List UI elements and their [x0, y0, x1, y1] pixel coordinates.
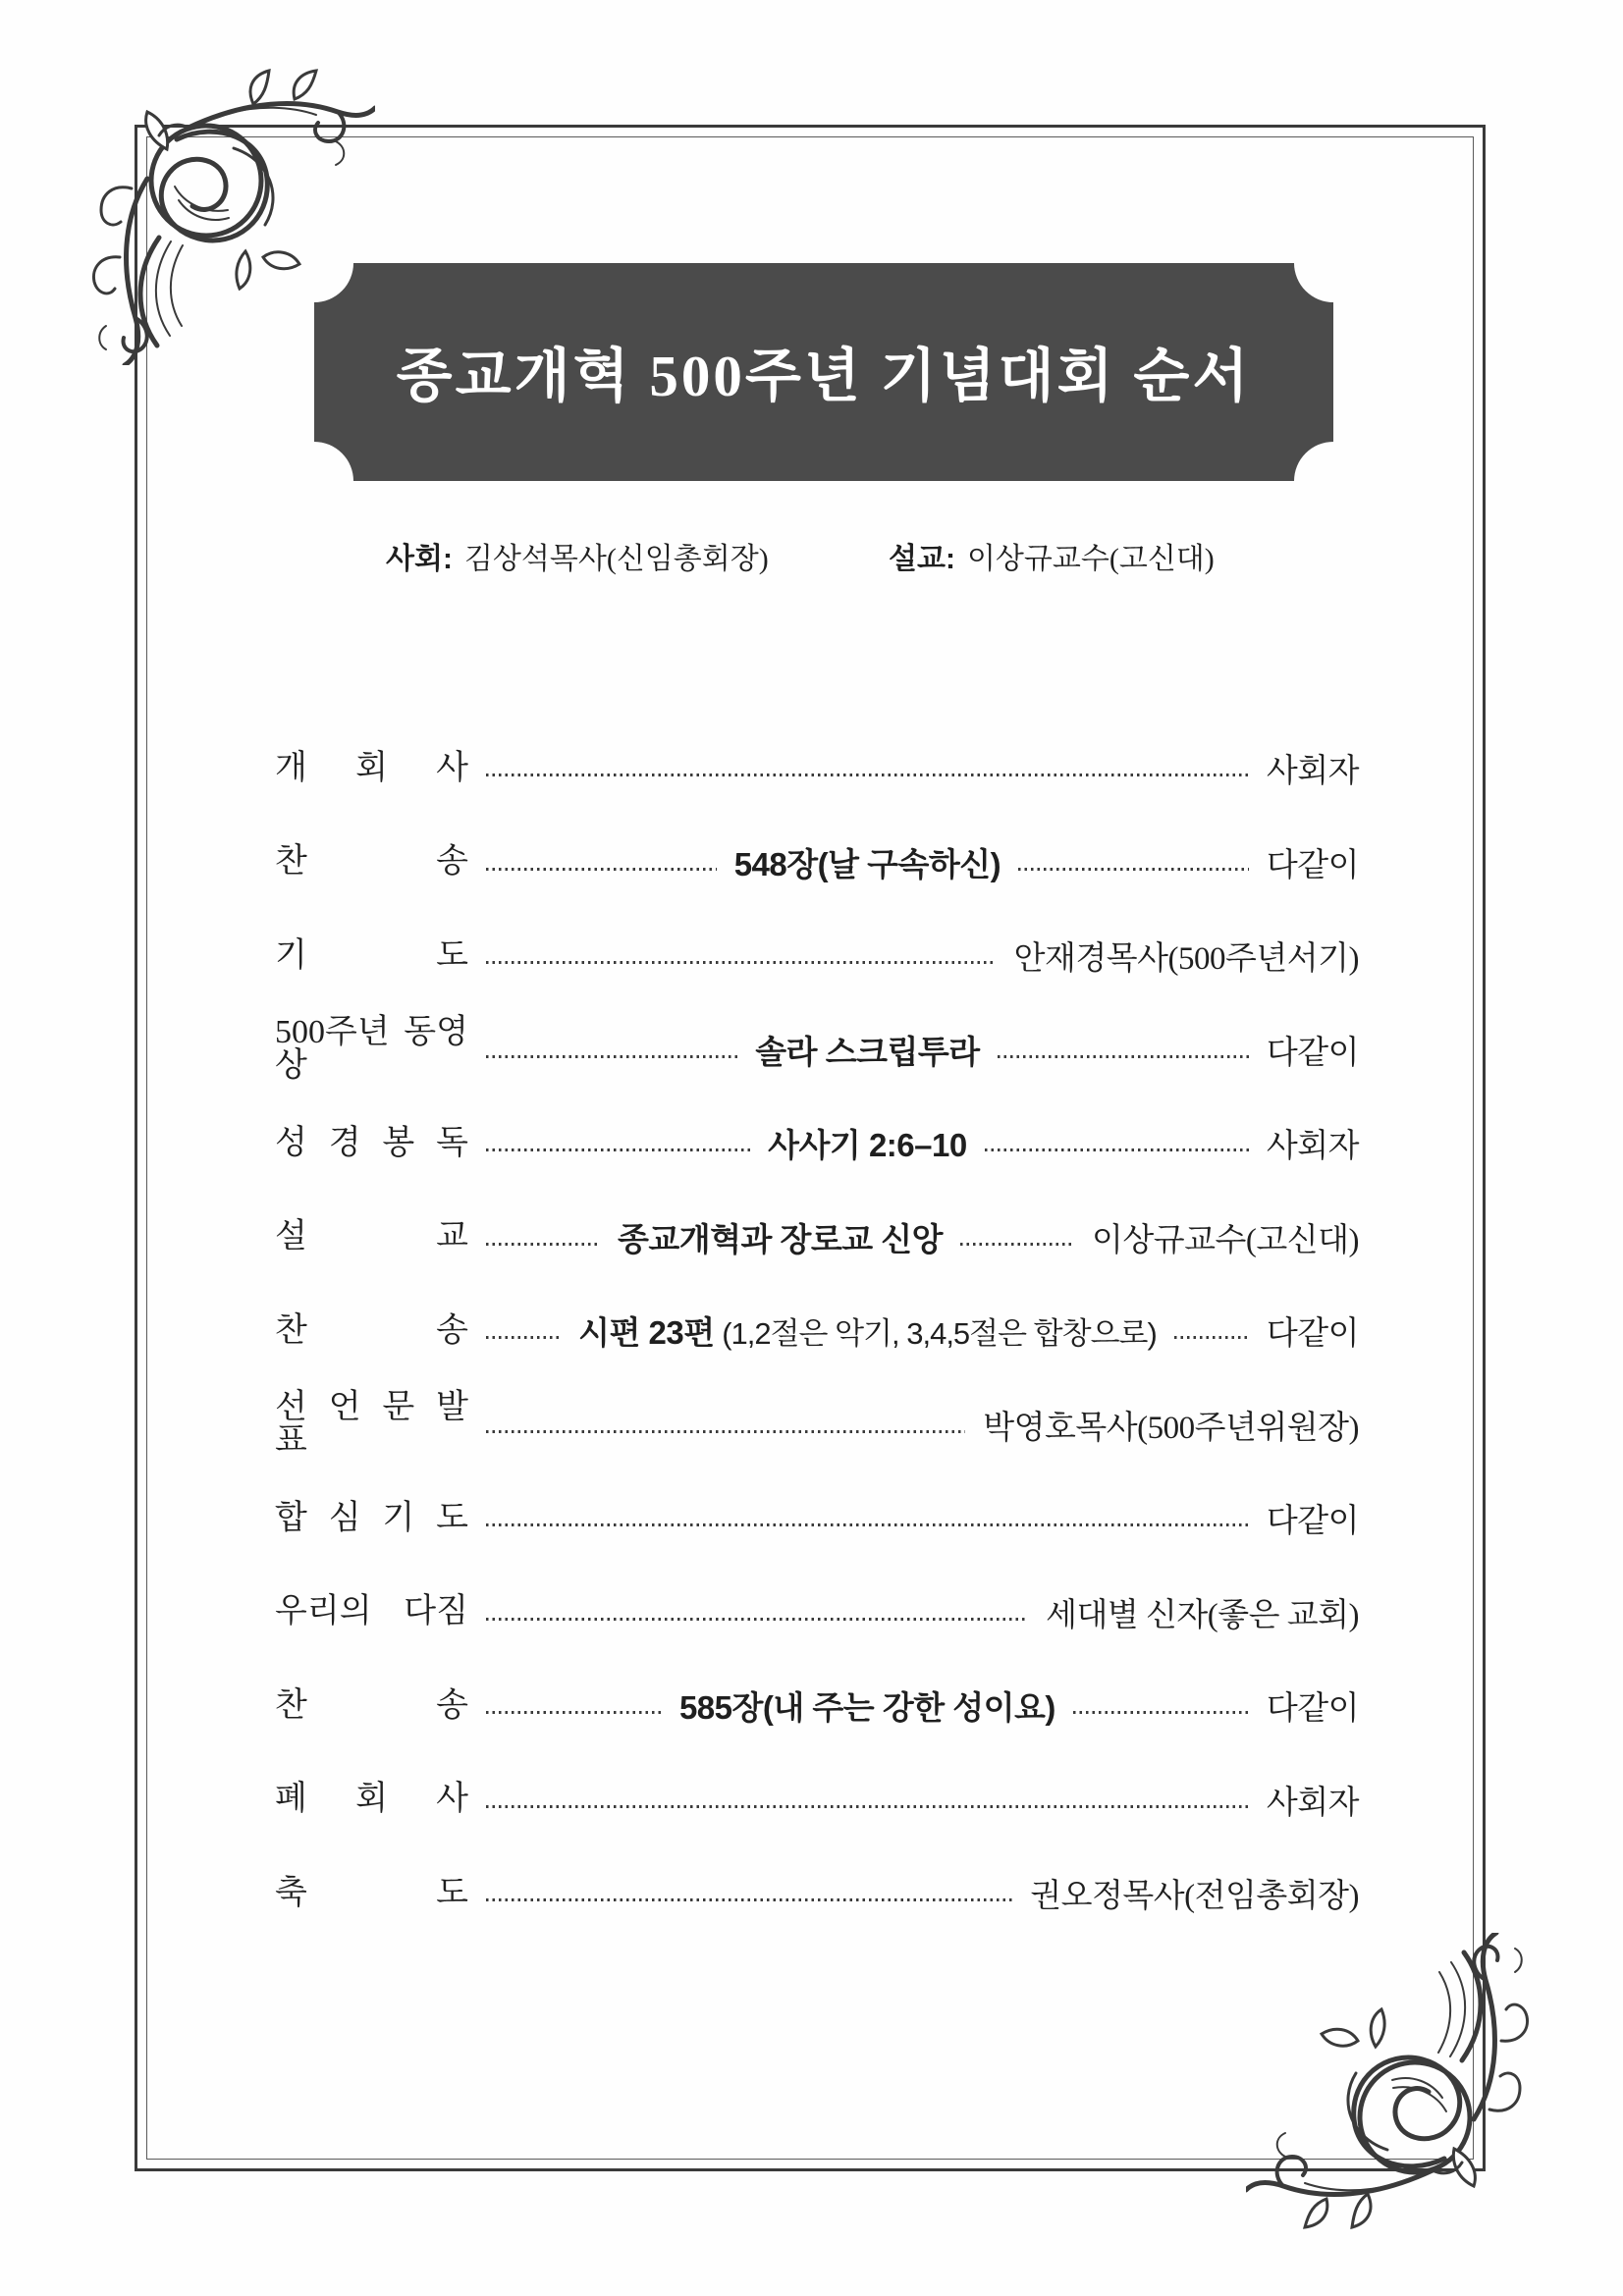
program-item-performer: 세대별 신자(좋은 교회) — [1046, 1597, 1359, 1633]
program-item-label: 우리의 다짐 — [275, 1593, 468, 1630]
program-item-performer: 박영호목사(500주년위원장) — [983, 1410, 1359, 1446]
program-row — [275, 816, 1359, 910]
program-item-content — [768, 1120, 967, 1166]
program-row — [275, 721, 1359, 816]
program-item-label: 축 도 — [275, 1874, 468, 1911]
program-item-content — [578, 1308, 1157, 1354]
leader-dots — [486, 1898, 1012, 1901]
program-item-content-main: 사사기 2:6–10 — [768, 1127, 967, 1164]
program-item-performer: 다같이 — [1266, 847, 1359, 883]
program-row — [275, 1753, 1359, 1847]
program-row — [275, 1191, 1359, 1285]
program-item-content-note: (1,2절은 악기, 3,4,5절은 합창으로) — [714, 1316, 1157, 1352]
leader-dots — [486, 1711, 662, 1714]
program-row — [275, 1378, 1359, 1472]
program-item-performer: 안재경목사(500주년서기) — [1013, 941, 1359, 978]
program-row — [275, 1471, 1359, 1566]
leader-dots — [486, 1243, 600, 1246]
program-item-content — [755, 1027, 979, 1073]
program-list — [275, 721, 1359, 1941]
program-item-label: 찬 송 — [275, 1311, 468, 1349]
program-item-content-main: 시편 23편 — [578, 1314, 715, 1352]
leader-dots — [486, 1055, 737, 1058]
program-item-content-main: 종교개혁과 장로교 신앙 — [617, 1220, 944, 1257]
preacher-label: 설교: — [889, 543, 955, 575]
corner-ornament-bottom-right — [1246, 1933, 1580, 2267]
leader-dots — [486, 1523, 1249, 1526]
program-item-content — [734, 839, 1001, 885]
program-item-label: 설 교 — [275, 1218, 468, 1255]
moderator-label: 사회: — [386, 543, 453, 575]
program-row — [275, 1284, 1359, 1378]
program-item-performer: 이상규교수(고신대) — [1092, 1222, 1360, 1258]
leader-dots — [1174, 1336, 1249, 1339]
moderator-group — [386, 534, 769, 577]
leader-dots — [486, 961, 997, 964]
preacher-group — [889, 534, 1215, 577]
subtitle-line — [386, 534, 1230, 577]
leader-dots — [486, 1430, 965, 1433]
program-item-content-main: 585장(내 주는 강한 성이요) — [678, 1689, 1055, 1727]
leader-dots — [486, 1148, 750, 1151]
leader-dots — [1018, 868, 1249, 871]
program-row — [275, 1003, 1359, 1097]
program-item-label: 찬 송 — [275, 1686, 468, 1724]
program-item-performer: 다같이 — [1266, 1691, 1359, 1728]
leader-dots — [1073, 1711, 1249, 1714]
leader-dots — [486, 1805, 1249, 1808]
program-item-performer: 다같이 — [1266, 1316, 1359, 1353]
program-item-label: 개 회 사 — [275, 749, 468, 786]
program-item-content-main: 솔라 스크립투라 — [755, 1033, 980, 1070]
program-row — [275, 1659, 1359, 1753]
program-item-label: 찬 송 — [275, 843, 468, 881]
program-item-performer: 사회자 — [1266, 1129, 1360, 1165]
program-row — [275, 1096, 1359, 1191]
moderator-name: 김상석목사(신임총회장) — [463, 543, 769, 575]
program-item-label: 성 경 봉 독 — [275, 1124, 468, 1161]
program-item-performer: 사회자 — [1266, 754, 1359, 790]
program-item-performer: 다같이 — [1266, 1504, 1359, 1540]
preacher-name: 이상규교수(고신대) — [966, 543, 1215, 575]
page-title: 종교개혁 500주년 기념대회 순서 — [396, 343, 1252, 408]
program-row — [275, 909, 1359, 1003]
leader-dots — [998, 1055, 1249, 1058]
program-item-performer: 다같이 — [1266, 1035, 1359, 1071]
program-row — [275, 1566, 1359, 1660]
program-item-performer: 사회자 — [1266, 1785, 1359, 1821]
program-item-label: 500주년 동영상 — [275, 1014, 468, 1085]
leader-dots — [486, 1618, 1028, 1621]
program-row — [275, 1846, 1359, 1941]
leader-dots — [960, 1243, 1074, 1246]
leader-dots — [486, 1336, 561, 1339]
title-banner — [314, 263, 1333, 481]
leader-dots — [985, 1148, 1249, 1151]
leader-dots — [486, 868, 717, 871]
program-item-label: 합 심 기 도 — [275, 1499, 468, 1536]
program-item-performer: 권오정목사(전임총회장) — [1030, 1879, 1359, 1915]
program-item-content-main: 548장(날 구속하신) — [733, 845, 1001, 882]
program-item-label: 기 도 — [275, 936, 468, 974]
program-item-label: 폐 회 사 — [275, 1781, 468, 1818]
leader-dots — [486, 774, 1249, 776]
program-item-content — [679, 1682, 1055, 1729]
program-item-label: 선 언 문 발 표 — [275, 1389, 468, 1460]
program-item-content — [618, 1214, 943, 1260]
